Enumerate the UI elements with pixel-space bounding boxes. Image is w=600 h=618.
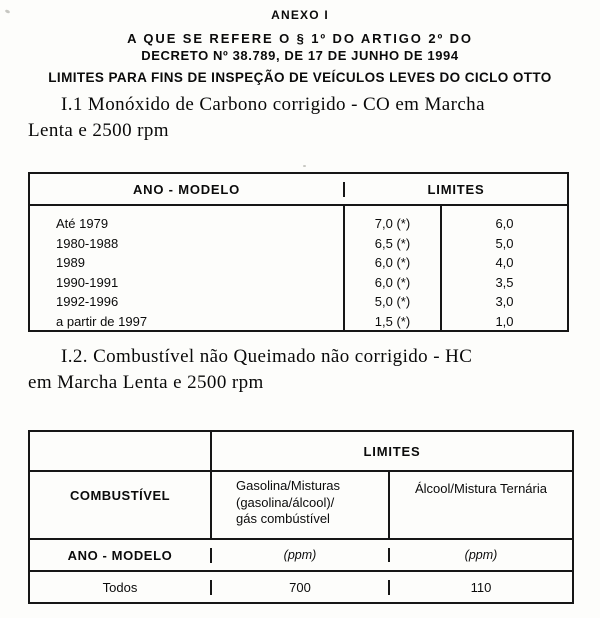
hc-table-data-row <box>30 572 572 602</box>
section-1-heading-line-1: I.1 Monóxido de Carbono corrigido - CO em Marcha <box>61 94 485 115</box>
table-row-limit-1: 6,0 (*) <box>374 274 411 290</box>
section-2-heading-line-2: em Marcha Lenta e 2500 rpm <box>28 372 264 393</box>
table-row-year: a partir de 1997 <box>56 313 148 329</box>
table-row-limit-2: 1,0 <box>495 313 514 329</box>
header-limits-line: LIMITES PARA FINS DE INSPEÇÃO DE VEÍCULOS LEVES DO CICLO OTTO <box>48 70 552 85</box>
section-2-heading-line-1: I.2. Combustível não Queimado não corrigido - HC <box>61 346 473 367</box>
table-row-year: 1992-1996 <box>56 294 119 309</box>
hc-table-header-ano-modelo: ANO - MODELO <box>30 548 212 563</box>
table-row-limit-2: 3,5 <box>495 274 514 290</box>
section-1-heading-line-2: Lenta e 2500 rpm <box>28 120 169 141</box>
hc-table-fuel-gasolina <box>212 472 390 538</box>
section-1-heading <box>28 92 570 144</box>
fuel-gasolina-line-1: Gasolina/Misturas <box>236 478 341 493</box>
document-title: ANEXO I <box>271 8 329 22</box>
hc-table-value-ano: Todos <box>30 580 212 595</box>
co-limits-table <box>28 172 569 332</box>
hc-table-units-row <box>30 540 572 572</box>
table-row-limit-2: 5,0 <box>495 235 514 251</box>
table-row-year: Até 1979 <box>56 216 109 231</box>
hc-table-fuel-row <box>30 472 572 540</box>
hc-table-unit-gasolina: (ppm) <box>212 548 390 562</box>
hc-table-empty-cell <box>30 432 212 470</box>
table-row-limit-1: 6,0 (*) <box>374 255 411 270</box>
co-table-column-limit-1 <box>345 206 442 330</box>
fuel-gasolina-line-2: (gasolina/álcool)/ <box>236 494 335 510</box>
co-table-column-limit-2 <box>442 206 567 330</box>
table-row-limit-1: 6,5 (*) <box>374 235 411 251</box>
table-row-limit-1: 1,5 (*) <box>374 313 411 329</box>
scan-artifact <box>303 165 306 167</box>
table-row-year: 1990-1991 <box>56 274 119 290</box>
hc-table-value-alcool: 110 <box>470 579 492 595</box>
table-row-limit-2: 3,0 <box>495 294 514 309</box>
table-row-limit-1: 5,0 (*) <box>374 294 411 309</box>
fuel-gasolina-line-3: gás combústível <box>236 511 330 526</box>
table-row-limit-2: 6,0 <box>495 216 514 231</box>
table-row-limit-2: 4,0 <box>495 255 514 270</box>
hc-table-value-gasolina: 700 <box>212 580 390 595</box>
hc-limits-table <box>28 430 574 604</box>
table-row-year: 1980-1988 <box>56 235 119 251</box>
co-table-body <box>30 206 567 330</box>
hc-table-header-limites: LIMITES <box>363 443 421 459</box>
hc-table-unit-alcool: (ppm) <box>464 548 498 562</box>
co-table-header-limites: LIMITES <box>427 181 485 197</box>
hc-table-header-combustivel: COMBUSTÍVEL <box>30 472 212 538</box>
table-row-limit-1: 7,0 (*) <box>374 216 411 231</box>
header-reference-line: A QUE SE REFERE O § 1º DO ARTIGO 2º DO <box>127 31 473 46</box>
section-2-heading <box>28 344 570 396</box>
header-decree-line: DECRETO Nº 38.789, DE 17 DE JUNHO DE 1994 <box>141 48 459 63</box>
co-table-header-ano-modelo: ANO - MODELO <box>30 182 345 197</box>
co-table-column-ano-modelo <box>30 206 345 330</box>
table-row-year: 1989 <box>56 255 85 270</box>
hc-table-fuel-alcool: Álcool/Mistura Ternária <box>415 481 547 496</box>
co-table-header-row <box>30 174 567 206</box>
hc-table-limites-row <box>30 432 572 472</box>
